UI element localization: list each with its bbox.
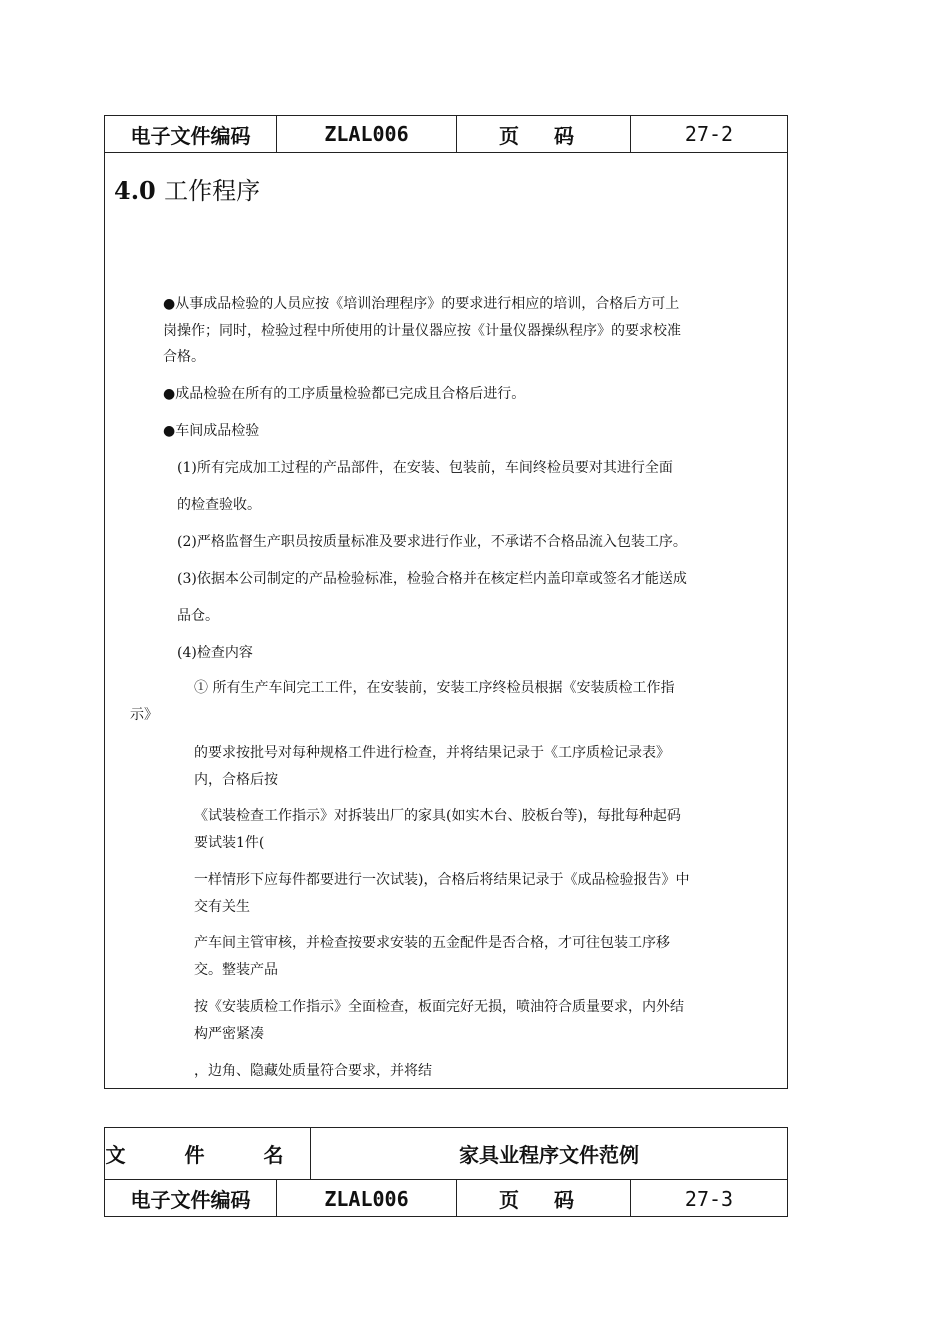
file-name-row [105,1128,787,1180]
electronic-file-code-label: 电子文件编码 [105,1180,277,1217]
paragraph-line: ●成品检验在所有的工序质量检验都已完成且合格后进行。 [163,386,526,402]
paragraph-line: 交有关生 [194,899,250,915]
page-number-value: 27-3 [684,1186,734,1211]
paragraph-line: ，边角、隐藏处质量符合要求，并将结 [194,1063,432,1079]
page-27-3-header-table [104,1127,788,1217]
paragraph-line: 内，合格后按 [194,772,278,788]
section-number: 4.0 [114,176,156,205]
paragraph-line: 岗操作；同时，检验过程中所使用的计量仪器应按《计量仪器操纵程序》的要求校准 [163,323,681,339]
paragraph-line: 合格。 [163,349,205,365]
page-27-2-table [104,115,788,1089]
document-body [105,153,787,1089]
paragraph-line: 产车间主管审核，并检查按要求安装的五金配件是否合格，才可往包装工序移 [194,935,670,951]
paragraph-line: ① 所有生产车间完工工件，在安装前，安装工序终检员根据《安装质检工作指 [194,680,675,696]
page-number-label: 页 码 [457,1180,631,1217]
file-name-label: 文 件 名 [105,1128,311,1179]
document-header-row [105,116,787,153]
paragraph-line: 要试装1件( [194,835,265,851]
paragraph-line: 《试装检查工作指示》对拆装出厂的家具(如实木台、胶板台等)，每批每种起码 [194,808,681,824]
electronic-file-code-label: 电子文件编码 [105,116,277,152]
page-number-label: 页 码 [457,116,631,152]
electronic-file-code-value: ZLAL006 [277,1180,457,1217]
paragraph-line: 的检查验收。 [177,497,261,513]
section-heading [114,171,260,206]
paragraph-line: ●车间成品检验 [163,423,260,439]
paragraph-line: (2)严格监督生产职员按质量标准及要求进行作业，不承诺不合格品流入包装工序。 [177,534,687,550]
paragraph-line: (1)所有完成加工过程的产品部件，在安装、包装前，车间终检员要对其进行全面 [177,460,673,476]
paragraph-line: (3)依据本公司制定的产品检验标准，检验合格并在核定栏内盖印章或签名才能送成 [177,571,687,587]
page-number-value: 27-2 [684,122,734,146]
paragraph-line: 示》 [130,707,158,723]
paragraph-line: 一样情形下应每件都要进行一次试装)，合格后将结果记录于《成品检验报告》中 [194,872,690,888]
paragraph-line: 按《安装质检工作指示》全面检查，板面完好无损，喷油符合质量要求，内外结 [194,999,684,1015]
section-title: 工作程序 [164,177,261,205]
paragraph-line: 交。整装产品 [194,962,278,978]
paragraph-line: 品仓。 [177,608,219,624]
paragraph-line: 的要求按批号对每种规格工件进行检查，并将结果记录于《工序质检记录表》 [194,745,670,761]
paragraph-line: (4)检查内容 [177,645,253,661]
paragraph-line: 构严密紧凑 [194,1026,264,1042]
paragraph-line: ●从事成品检验的人员应按《培训治理程序》的要求进行相应的培训，合格后方可上 [163,296,680,312]
file-name-value: 家具业程序文件范例 [459,1143,639,1167]
document-header-row [105,1180,787,1217]
electronic-file-code-value: ZLAL006 [277,116,457,152]
